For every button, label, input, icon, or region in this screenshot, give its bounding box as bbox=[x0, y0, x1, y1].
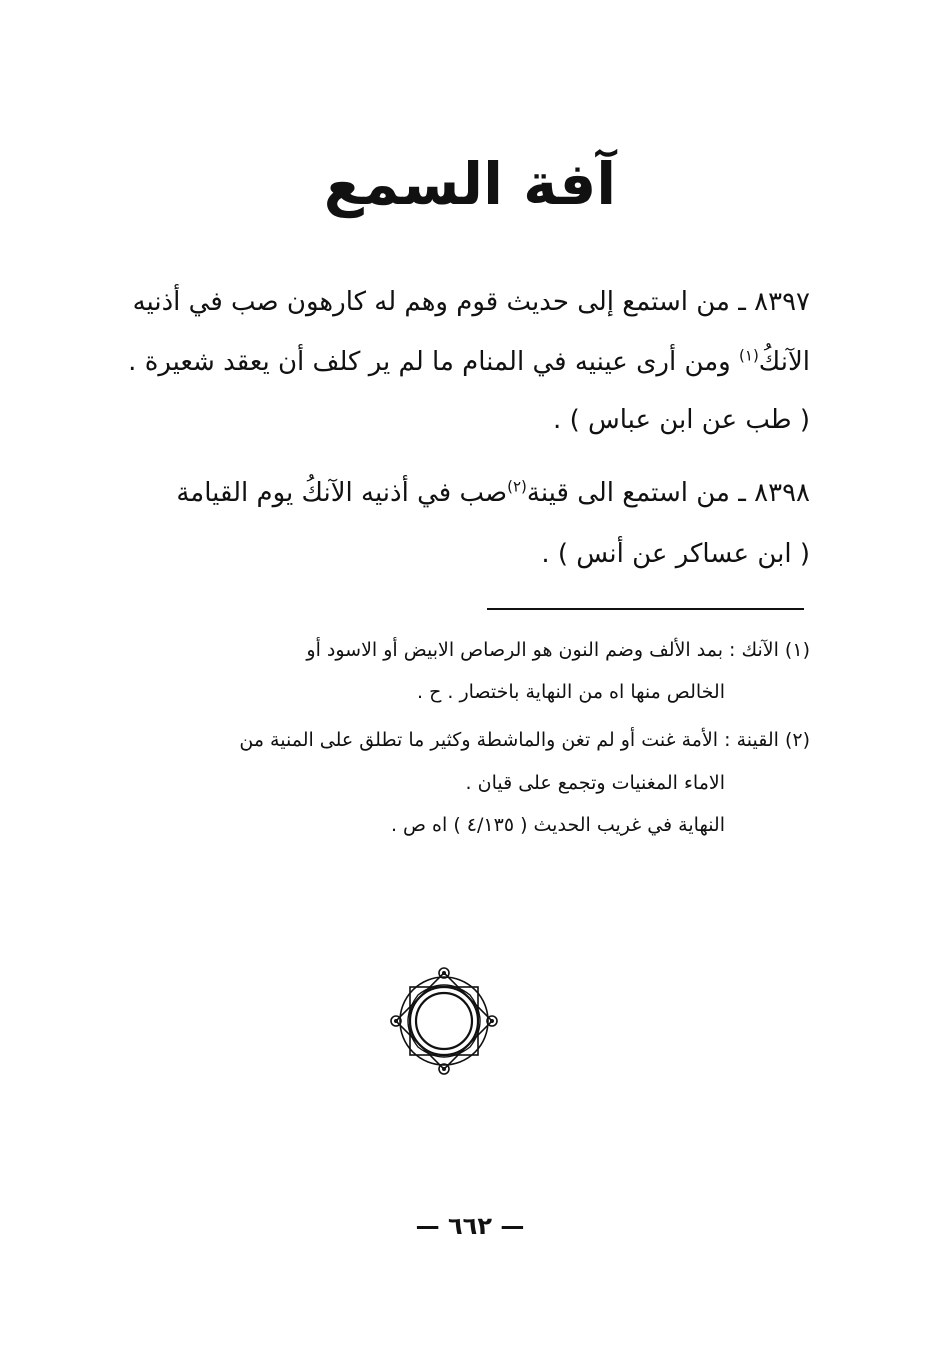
footnote-1-line-1: (١) الآنك : بمد الألف وضم النون هو الرصاص الابيض أو الاسود أو bbox=[306, 639, 810, 661]
footnote-2-line-1: (٢) القينة : الأمة غنت أو لم تغن والماشطة وكثير ما تطلق على المنية من bbox=[239, 729, 810, 751]
hadith-8398-line-1-end: صب في أذنيه الآنكُ يوم القيامة bbox=[176, 478, 508, 508]
hadith-8397-source: ( طب عن ابن عباس ) . bbox=[553, 405, 810, 435]
footnote-mark-1: (١) bbox=[739, 346, 759, 365]
hadith-8397-line-2-end: ومن أرى عينيه في المنام ما لم ير كلف أن يعقد شعيرة . bbox=[128, 347, 731, 377]
hadith-8397-line-1: ٨٣٩٧ ـ من استمع إلى حديث قوم وهم له كارهون صب في أذنيه bbox=[132, 287, 810, 317]
ornament-icon bbox=[388, 965, 500, 1077]
footnote-separator bbox=[487, 608, 804, 610]
chapter-title: آفة السمع bbox=[323, 150, 617, 218]
hadith-8397-line-2 bbox=[128, 346, 810, 380]
hadith-8398-line-1 bbox=[176, 477, 810, 511]
hadith-8397-line-2-start: الآنكُ bbox=[758, 347, 810, 377]
hadith-8398-source: ( ابن عساكر عن أنس ) . bbox=[541, 539, 810, 569]
footnote-2-line-2: الاماء المغنيات وتجمع على قيان . bbox=[465, 772, 725, 794]
hadith-8398-line-1-start: ٨٣٩٨ ـ من استمع الى قينة bbox=[526, 478, 810, 508]
footnote-mark-2: (٢) bbox=[507, 477, 527, 496]
footnote-2-line-3: النهاية في غريب الحديث ( ٤/١٣٥ ) اه ص . bbox=[390, 814, 725, 836]
page-number: — ٦٦٢ — bbox=[415, 1212, 525, 1240]
footnote-1-line-2: الخالص منها اه من النهاية باختصار . ح . bbox=[417, 681, 725, 703]
